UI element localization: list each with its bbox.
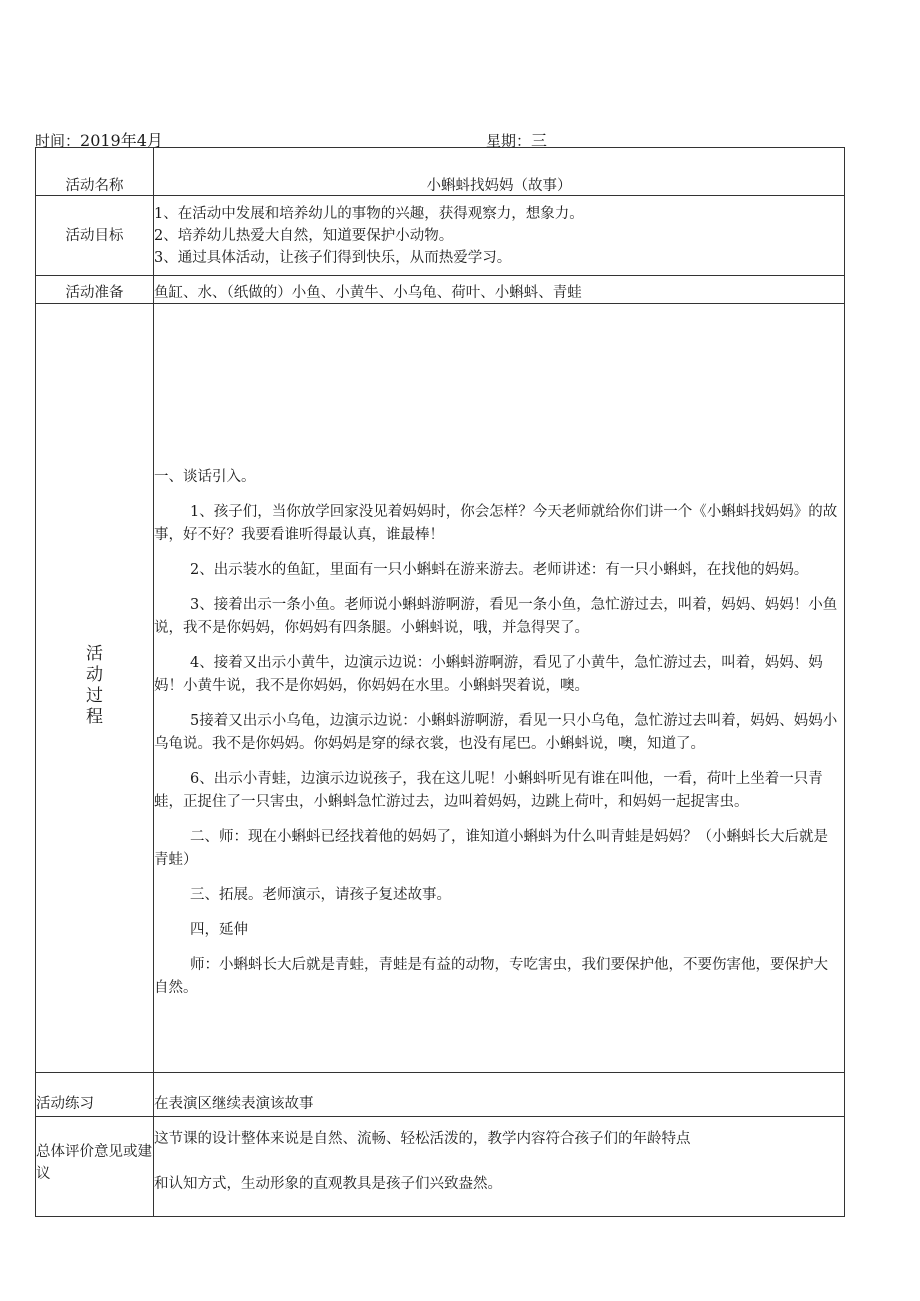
process-paragraph: 3、接着出示一条小鱼。老师说小蝌蚪游啊游，看见一条小鱼，急忙游过去，叫着，妈妈、妈妈！小鱼说，我不是你妈妈，你妈妈有四条腿。小蝌蚪说，哦，并急得哭了。 [154, 597, 838, 636]
process-paragraph: 1、孩子们，当你放学回家没见着妈妈时，你会怎样？今天老师就给你们讲一个《小蝌蚪找妈妈》的故事，好不好？我要看谁听得最认真，谁最棒！ [154, 504, 838, 543]
value-cell [154, 276, 845, 304]
row-preparation [36, 276, 845, 304]
evaluation-label: 总体评价意见或建议 [36, 1144, 152, 1182]
row-process [36, 304, 845, 1073]
activity-name-label: 活动名称 [65, 178, 124, 194]
practice-label: 活动练习 [36, 1096, 94, 1112]
process-paragraph: 一、谈话引入。 [154, 469, 256, 485]
label-cell [36, 1117, 154, 1217]
process-paragraph: 四，延伸 [190, 922, 248, 938]
row-practice [36, 1073, 845, 1117]
value-cell [154, 1117, 845, 1217]
weekday-value: 三 [531, 131, 548, 150]
prep-label: 活动准备 [65, 285, 124, 301]
process-paragraph: 6、出示小青蛙，边演示边说孩子，我在这儿呢！小蝌蚪听见有谁在叫他，一看，荷叶上坐着一只青蛙，正捉住了一只害虫，小蝌蚪急忙游过去，边叫着妈妈，边跳上荷叶，和妈妈一起捉害虫。 [154, 771, 823, 810]
row-goals [36, 196, 845, 276]
process-paragraph: 4、接着又出示小黄牛，边演示边说：小蝌蚪游啊游，看见了小黄牛，急忙游过去，叫着，妈妈、妈妈！小黄牛说，我不是你妈妈，你妈妈在水里。小蝌蚪哭着说，噢。 [154, 655, 823, 694]
value-cell [154, 196, 845, 276]
process-paragraph: 三、拓展。老师演示，请孩子复述故事。 [190, 887, 451, 903]
goals-label: 活动目标 [65, 228, 124, 244]
goal-item: 3、通过具体活动，让孩子们得到快乐，从而热爱学习。 [154, 250, 512, 266]
value-cell [154, 148, 845, 196]
goal-item: 1、在活动中发展和培养幼儿的事物的兴趣，获得观察力，想象力。 [154, 206, 584, 222]
goal-item: 2、培养幼儿热爱大自然，知道要保护小动物。 [154, 228, 454, 244]
row-activity-name [36, 148, 845, 196]
label-cell [36, 196, 154, 276]
process-label: 活动过程 [86, 644, 103, 727]
activity-name-value: 小蝌蚪找妈妈（故事） [426, 178, 572, 194]
process-paragraph: 二、师：现在小蝌蚪已经找着他的妈妈了，谁知道小蝌蚪为什么叫青蛙是妈妈？（小蝌蚪长大后就是青蛙） [154, 829, 828, 868]
value-cell [154, 1073, 845, 1117]
process-paragraph: 师：小蝌蚪长大后就是青蛙，青蛙是有益的动物，专吃害虫，我们要保护他，不要伤害他，要保护大自然。 [154, 957, 828, 996]
weekday-label: 星期： [486, 132, 532, 150]
process-paragraph: 2、出示装水的鱼缸，里面有一只小蝌蚪在游来游去。老师讲述：有一只小蝌蚪，在找他的妈妈。 [190, 562, 809, 578]
row-evaluation [36, 1117, 845, 1217]
lesson-plan-table [35, 147, 845, 1217]
time-label: 时间： [35, 132, 81, 150]
prep-value: 鱼缸、水、（纸做的）小鱼、小黄牛、小乌龟、荷叶、小蝌蚪、青蛙 [154, 285, 582, 301]
practice-value: 在表演区继续表演该故事 [154, 1096, 314, 1112]
process-paragraph: 5接着又出示小乌龟，边演示边说：小蝌蚪游啊游，看见一只小乌龟，急忙游过去叫着，妈妈、妈妈小乌龟说。我不是你妈妈。你妈妈是穿的绿衣裳，也没有尾巴。小蝌蚪说，噢，知道了。 [154, 713, 838, 752]
label-cell [36, 304, 154, 1073]
evaluation-line: 这节课的设计整体来说是自然、流畅、轻松活泼的，教学内容符合孩子们的年龄特点 [154, 1131, 691, 1147]
value-cell [154, 304, 845, 1073]
time-value: 2019年4月 [80, 131, 163, 150]
label-cell [36, 1073, 154, 1117]
evaluation-line: 和认知方式，生动形象的直观教具是孩子们兴致盎然。 [154, 1176, 502, 1192]
label-cell [36, 276, 154, 304]
label-cell [36, 148, 154, 196]
